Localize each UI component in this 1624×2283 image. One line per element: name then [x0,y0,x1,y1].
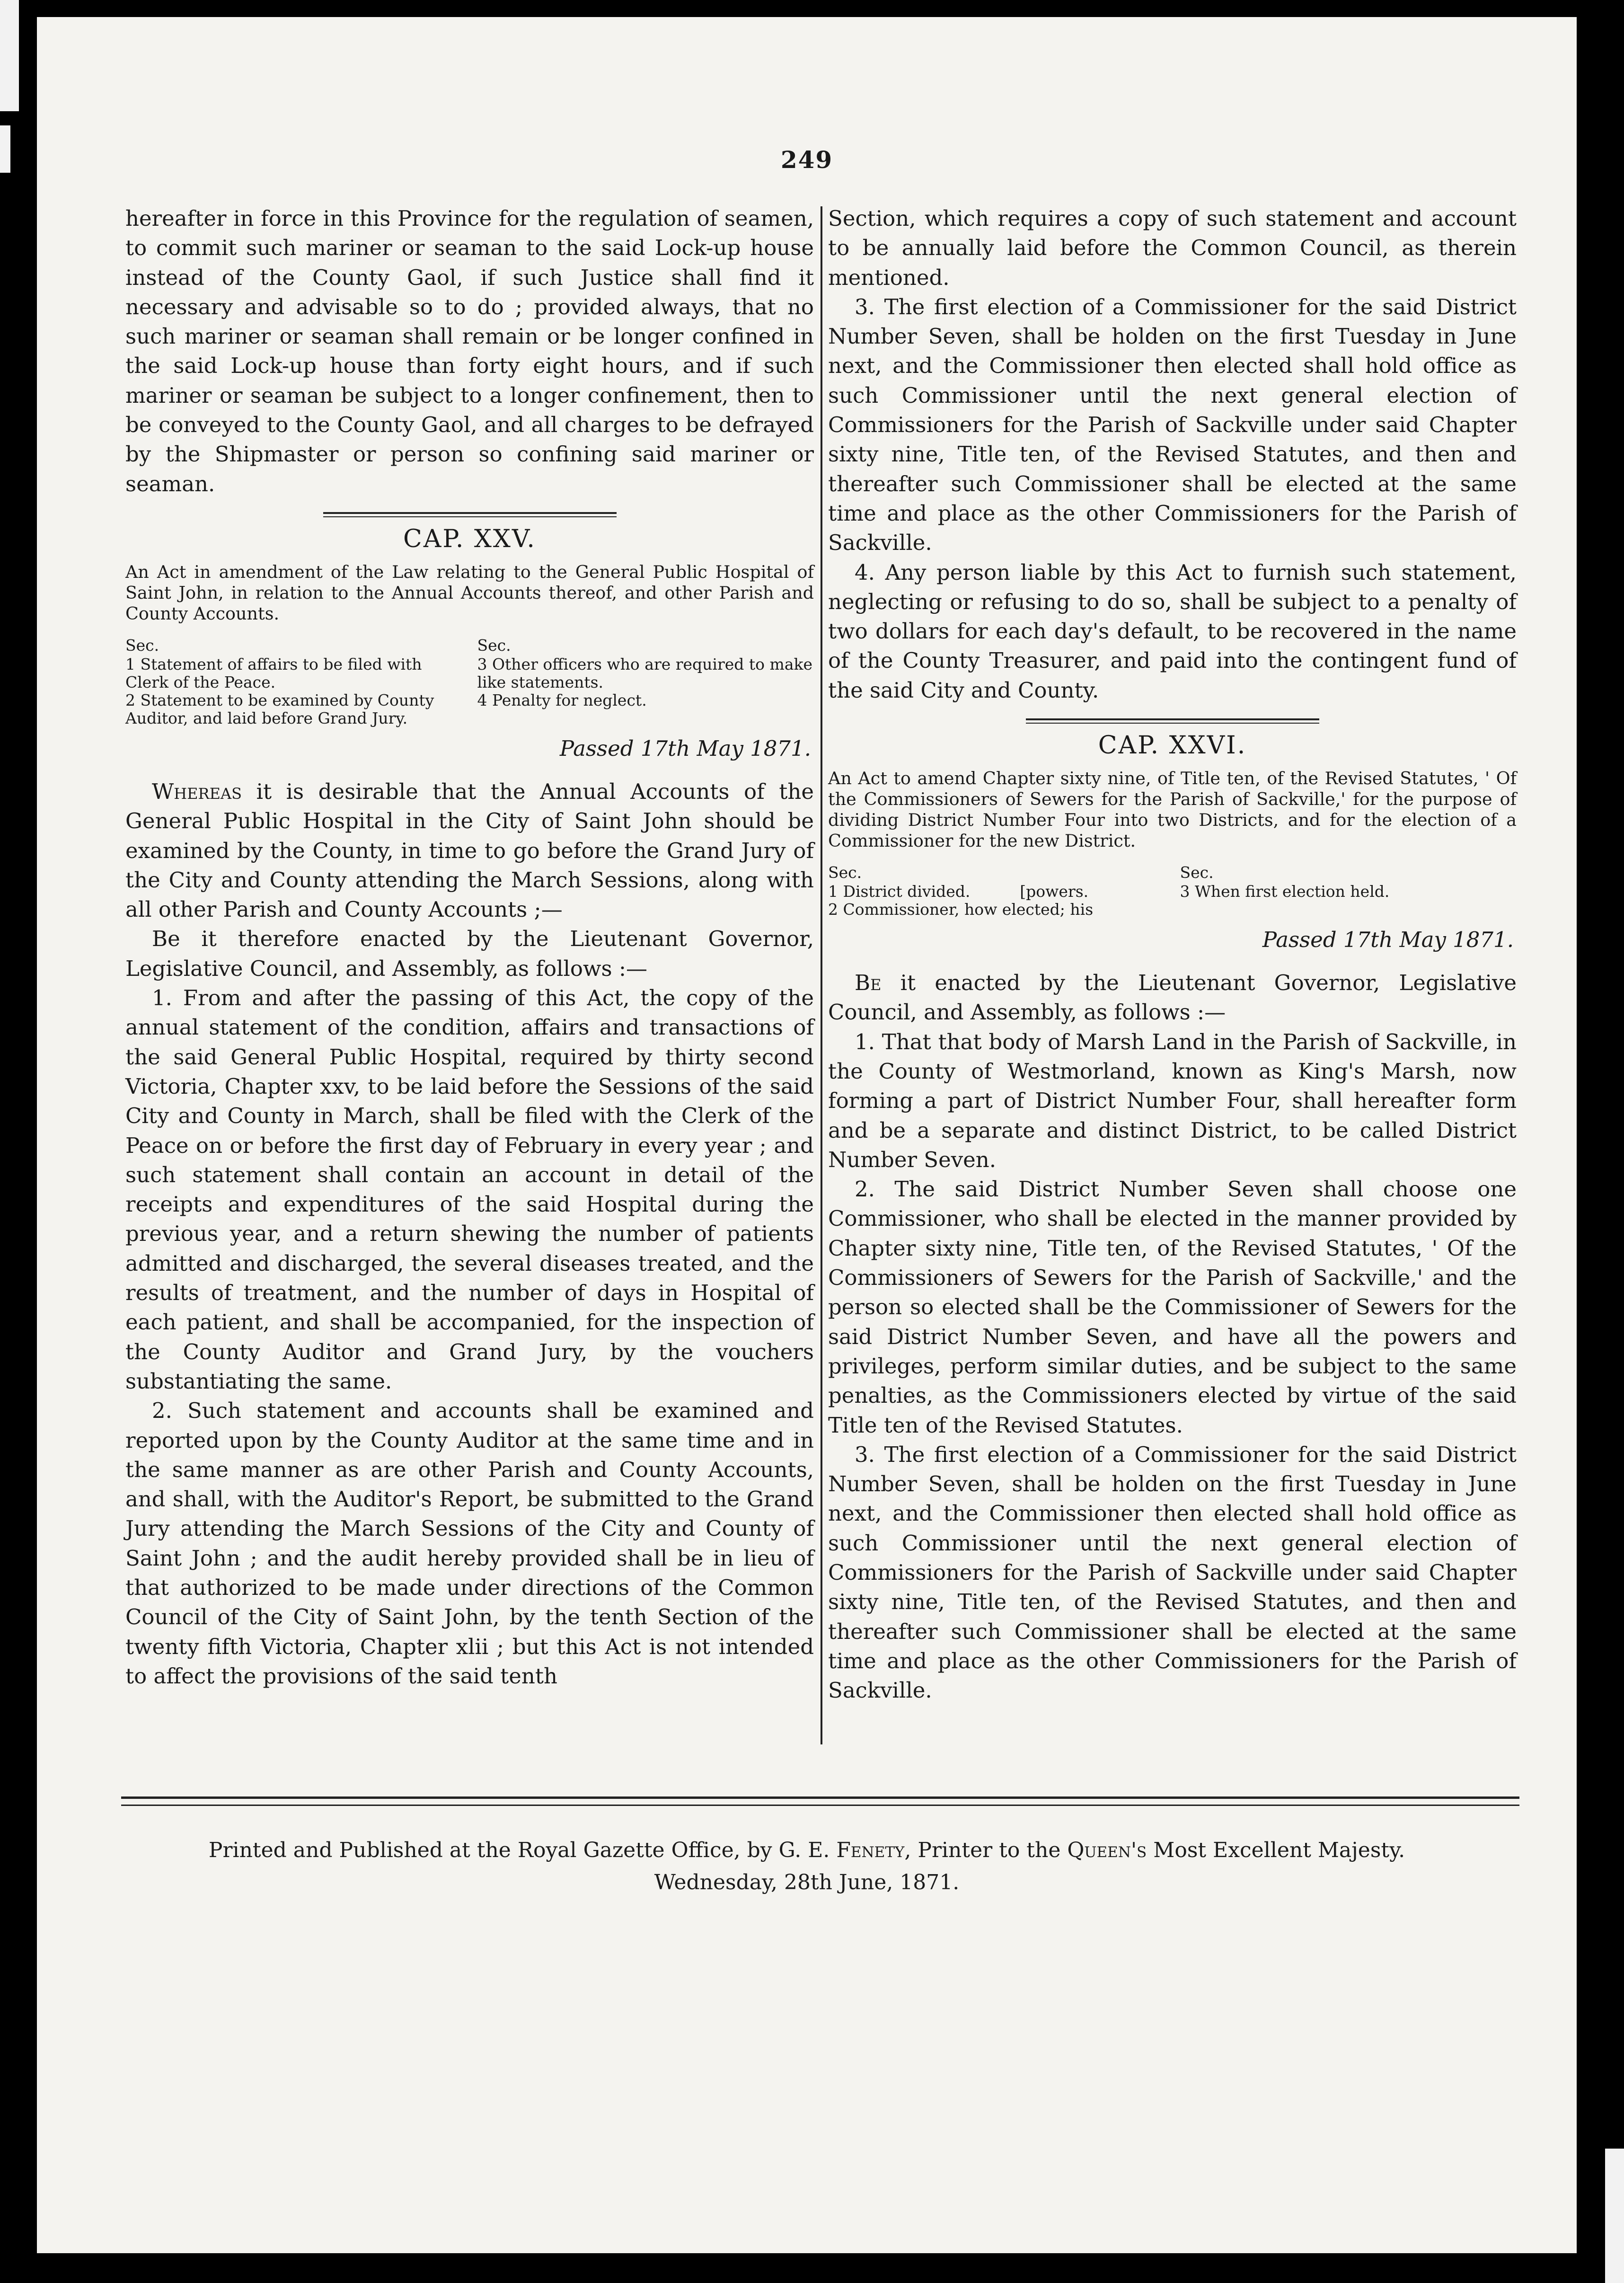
section-entry: 1 Statement of affairs to be filed with Clerk of the Peace. [125,655,422,691]
section-1-text: 1. That that body of Marsh Land in the Parish of Sackville, in the County of Westmorland, known as King's Marsh, now forming a part of District Number Four, shall hereafter form and be a separate and distinct District, to be called District Number Seven. [828,1029,1517,1172]
left-column [125,204,814,1691]
section-entry: 2 Statement to be examined by County Auditor, and laid before Grand Jury. [125,690,434,727]
column-divider [821,206,822,1744]
section-3-text: 3. The first election of a Commissioner for the said District Number Seven, shall be holden on the first Tuesday in June next, and the Commissioner then elected shall hold office as such Commissioner until the next general election of Commissioners for the Parish of Sackville under said Chapter sixty nine, Title ten, of the Revised Statutes, and then and thereafter such Commissioner shall be elected at the same time and place as the other Commissioners for the Parish of Sackville. [828,294,1517,556]
enacting-clause: Be it therefore enacted by the Lieutenant Governor, Legislative Council, and Assembly, as follows :— [125,926,814,981]
enacting-text: it enacted by the Lieutenant Governor, Legislative Council, and Assembly, as follows :— [828,970,1517,1025]
section-entry: 3 When first election held. [1180,882,1390,901]
right-column [828,204,1517,1705]
act-title: An Act in amendment of the Law relating to the General Public Hospital of Saint John, in relation to the Annual Accounts thereof, and other Parish and County Accounts. [125,561,814,624]
whereas-paragraph [125,777,814,924]
section-entry: 2 Commissioner, how elected; his [828,900,1094,919]
imprint-text-c: Most Excellent Majesty. [1153,1838,1405,1862]
queen-word: Queen's [1067,1838,1147,1862]
section-3-text: 3. The first election of a Commissioner for the said District Number Seven, shall be holden on the first Tuesday in June next, and the Commissioner then elected shall hold office as such Commissioner until the next general election of Commissioners for the Parish of Sackville under said Chapter sixty nine, Title ten, of the Revised Statutes, and then and thereafter such Commissioner shall be elected at the same time and place as the other Commissioners for the Parish of Sackville. [828,1442,1517,1703]
chapter-title: CAP. XXVI. [1098,731,1247,760]
publication-date: Wednesday, 28th June, 1871. [654,1870,960,1894]
section-summary-col-1 [125,637,462,727]
section-entry: 4 Penalty for neglect. [477,690,647,709]
passed-date-value: 17th May 1871. [640,735,811,761]
section-summary [125,637,814,727]
passed-label: Passed [559,735,634,761]
passed-date [828,927,1514,952]
passed-date-value: 17th May 1871. [1343,927,1514,953]
passed-label: Passed [1262,927,1337,953]
sec-header: Sec. [1180,863,1214,882]
imprint [37,1834,1577,1899]
continuation-text: Section, which requires a copy of such statement and account to be annually laid before the Common Council, as therein mentioned. [828,206,1517,290]
opening-paragraph: hereafter in force in this Province for the regulation of seamen, to commit such mariner or seaman to the said Lock-up house instead of the County Gaol, if such Justice shall find it necessary and advisable so to do ; provided always, that no such mariner or seaman shall remain or be longer confined in the said Lock-up house than forty eight hours, and if such mariner or seaman be subject to a longer confinement, then to be conveyed to the County Gaol, and all charges to be defrayed by the Shipmaster or person so confining said mariner or seaman. [125,206,814,496]
section-entry: 3 Other officers who are required to make like statements. [477,655,813,691]
chapter-rule [323,512,617,517]
chapter-rule [1026,718,1319,724]
whereas-text: it is desirable that the Annual Accounts of the General Public Hospital in the City of Saint John should be examined by the County, in time to go before the Grand Jury of the City and County attending the March Sessions, along with all other Parish and County Accounts ;— [125,779,814,922]
section-4-text: 4. Any person liable by this Act to furnish such statement, neglecting or refusing to do so, shall be subject to a penalty of two dollars for each day's default, to be recovered in the name of the County Treasurer, and paid into the contingent fund of the said City and County. [828,559,1517,703]
sec-header: Sec. [477,636,511,655]
imprint-line [37,1834,1577,1867]
imprint-text-a: Printed and Published at the Royal Gazette Office, by G. E. [208,1838,830,1862]
scan-edge-mark-top [0,0,19,111]
section-2-text: 2. The said District Number Seven shall choose one Commissioner, who shall be elected in the manner provided by Chapter sixty nine, Title ten, of the Revised Statutes, ' Of the Commissioners of Sewers for the Parish of Sackville,' and the person so elected shall be the Commissioner of Sewers for the said District Number Seven, and have all the powers and privileges, perform similar duties, and be subject to the same penalties, as the Commissioners elected by virtue of the said Title ten of the Revised Statutes. [828,1177,1517,1438]
page-number: 249 [780,146,833,174]
section-summary-col-2 [1180,864,1517,919]
scan-edge-mark-right [1605,2149,1624,2283]
chapter-title: CAP. XXV. [403,524,536,553]
passed-date [125,736,811,761]
footer-rule [121,1796,1519,1806]
section-summary-col-1 [828,864,1165,919]
enacting-lead: Be [855,970,882,996]
scan-edge-mark-mid [0,125,10,173]
enacting-clause [828,968,1517,1027]
section-2-text: 2. Such statement and accounts shall be examined and reported upon by the County Auditor at the same time and in the same manner as are other Parish and County Accounts, and shall, with the Auditor's Report, be submitted to the Grand Jury attending the March Sessions of the City and County of Saint John ; and the audit hereby provided shall be in lieu of that authorized to be made under directions of the Common Council of the City of Saint John, by the tenth Section of the twenty fifth Victoria, Chapter xlii ; but this Act is not intended to affect the provisions of the said tenth [125,1398,814,1689]
imprint-text-b: , Printer to the [904,1838,1061,1862]
section-entry: 1 District divided. [powers. [828,882,1089,901]
sec-header: Sec. [125,636,159,655]
section-summary-col-2 [477,637,814,727]
section-1-text: 1. From and after the passing of this Act, the copy of the annual statement of the condition, affairs and transactions of the said General Public Hospital, required by thirty second Victoria, Chapter xxv, to be laid before the Sessions of the said City and County in March, shall be filed with the Clerk of the Peace on or before the first day of February in every year ; and such statement shall contain an account in detail of the receipts and expenditures of the said Hospital during the previous year, and a return shewing the number of patients admitted and discharged, the several diseases treated, and the results of treatment, and the number of days in Hospital of each patient, and shall be accompanied, for the inspection of the County Auditor and Grand Jury, by the vouchers substantiating the same. [125,985,814,1394]
whereas-lead: Whereas [152,779,242,804]
act-title: An Act to amend Chapter sixty nine, of Title ten, of the Revised Statutes, ' Of the Commissioners of Sewers for the Parish of Sackville,' for the purpose of dividing District Number Four into two Districts, and for the election of a Commissioner for the new District. [828,768,1517,851]
sec-header: Sec. [828,863,862,882]
section-summary [828,864,1517,919]
gazette-page [37,17,1577,2253]
printer-name: Fenety [836,1838,905,1862]
